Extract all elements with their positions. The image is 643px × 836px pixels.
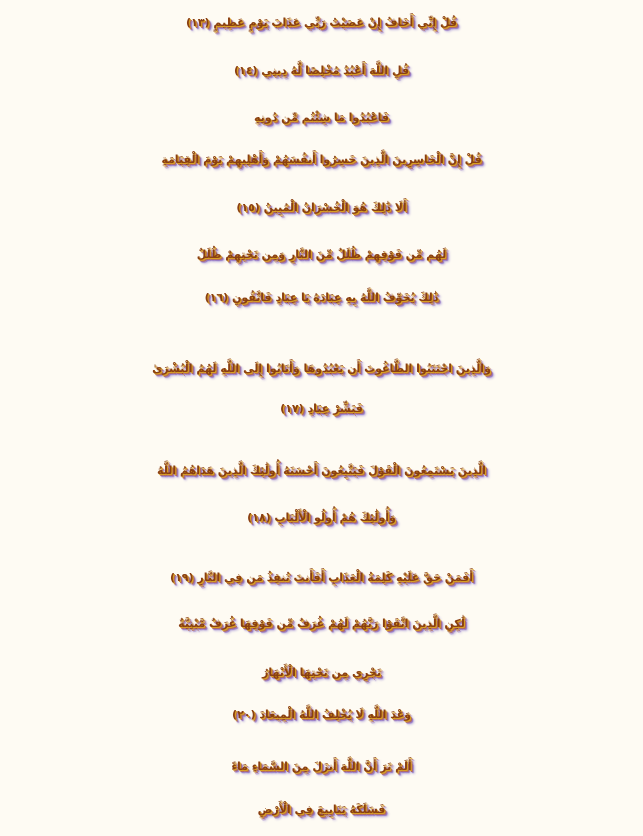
verse-line-4: قُلْ إِنَّ الْخَاسِرِينَ الَّذِينَ خَسِرُوا أَنفُسَهُمْ وَأَهْلِيهِمْ يَوْمَ الْقِيَامَةِ [161,153,482,166]
verse-line-5: أَلَا ذَٰلِكَ هُوَ الْخُسْرَانُ الْمُبِينُ (١٥) [236,201,407,214]
verse-line-8: وَالَّذِينَ اجْتَنَبُوا الطَّاغُوتَ أَن يَعْبُدُوهَا وَأَنَابُوا إِلَى اللَّهِ لَهُمُ الْبُشْرَىٰ [152,362,491,375]
verse-line-6: لَهُم مِّن فَوْقِهِمْ ظُلَلٌ مِّنَ النَّارِ وَمِن تَحْتِهِمْ ظُلَلٌ [196,248,447,261]
verse-line-12: أَفَمَنْ حَقَّ عَلَيْهِ كَلِمَةُ الْعَذَابِ أَفَأَنتَ تُنقِذُ مَن فِي النَّارِ (١٩) [170,571,473,584]
verse-line-17: فَسَلَكَهُ يَنَابِيعَ فِي الْأَرْضِ [257,803,386,816]
verse-line-3: فَاعْبُدُوا مَا شِئْتُم مِّن دُونِهِ [254,111,389,124]
verse-line-13: لَٰكِنِ الَّذِينَ اتَّقَوْا رَبَّهُمْ لَهُمْ غُرَفٌ مِّن فَوْقِهَا غُرَفٌ مَّبْنِيَّةٌ [178,617,465,630]
verse-line-15: وَعْدَ اللَّهِ لَا يُخْلِفُ اللَّهُ الْمِيعَادَ (٢٠) [232,708,411,721]
verse-line-1: قُلْ إِنِّي أَخَافُ إِنْ عَصَيْتُ رَبِّي عَذَابَ يَوْمٍ عَظِيمٍ (١٣) [186,16,457,29]
verse-line-14: تَجْرِي مِن تَحْتِهَا الْأَنْهَارُ [262,666,381,679]
verse-line-16: أَلَمْ تَرَ أَنَّ اللَّهَ أَنزَلَ مِنَ السَّمَاءِ مَاءً [231,760,412,773]
verse-line-10: الَّذِينَ يَسْتَمِعُونَ الْقَوْلَ فَيَتَّبِعُونَ أَحْسَنَهُ أُولَٰئِكَ الَّذِينَ هَدَاهُمُ اللَّهُ [157,464,486,477]
verse-line-11: وَأُولَٰئِكَ هُمْ أُولُو الْأَلْبَابِ (١٨) [247,511,396,524]
verse-line-9: فَبَشِّرْ عِبَادِ (١٧) [280,402,363,415]
verse-line-2: قُلِ اللَّهَ أَعْبُدُ مُخْلِصًا لَّهُ دِينِي (١٤) [233,64,410,77]
verse-line-7: ذَٰلِكَ يُخَوِّفُ اللَّهُ بِهِ عِبَادَهُ يَا عِبَادِ فَاتَّقُونِ (١٦) [204,291,439,304]
